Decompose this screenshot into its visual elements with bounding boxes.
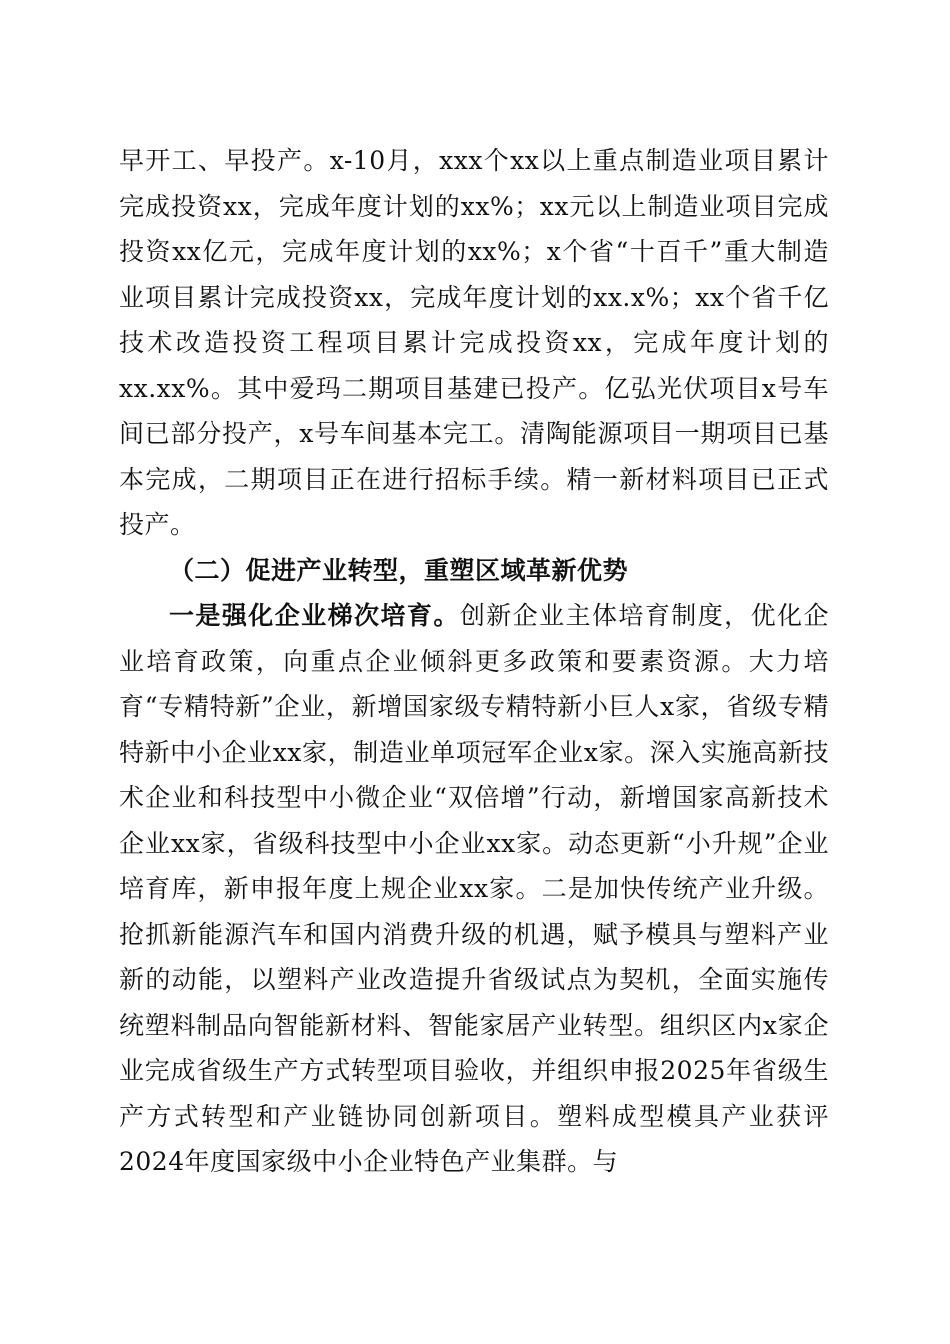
paragraph-project-progress: 早开工、早投产。x-10月，xxx个xx以上重点制造业项目累计完成投资xx，完成年度计划的xx%；xx元以上制造业项目完成投资xx亿元，完成年度计划的xx%；x个省“十百千”重大制造业项目累计完成投资xx，完成年度计划的xx.x%；xx个省千亿技术改造投资工程项目累计完成投资xx，完成年度计划的xx.xx%。其中爱玛二期项目基建已投产。亿弘光伏项目x号车间已部分投产，x号车间基本完工。清陶能源项目一期项目已基本完成，二期项目正在进行招标手续。精一新材料项目已正式投产。 (119, 146, 829, 539)
section-heading: （二）促进产业转型，重塑区域革新优势 (169, 555, 629, 585)
paragraph-body-text: 创新企业主体培育制度，优化企业培育政策，向重点企业倾斜更多政策和要素资源。大力培育“专精特新”企业，新增国家级专精特新小巨人x家，省级专精特新中小企业xx家，制造业单项冠军企业x家。深入实施高新技术企业和科技型中小微企业“双倍增”行动，新增国家高新技术企业xx家，省级科技型中小企业xx家。动态更新“小升规”企业培育库，新申报年度上规企业xx家。二是加快传统产业升级。抢抓新能源汽车和国内消费升级的机遇，赋予模具与塑料产业新的动能，以塑料产业改造提升省级试点为契机，全面实施传统塑料制品向智能新材料、智能家居产业转型。组织区内x家企业完成省级生产方式转型项目验收，并组织申报2025年省级生产方式转型和产业链协同创新项目。塑料成型模具产业获评2024年度国家级中小企业特色产业集群。与 (119, 601, 829, 1176)
paragraph-lead-text: 一是强化企业梯次培育。 (169, 601, 460, 630)
document-body (119, 138, 829, 1185)
paragraph-industry-transformation (119, 593, 829, 1185)
